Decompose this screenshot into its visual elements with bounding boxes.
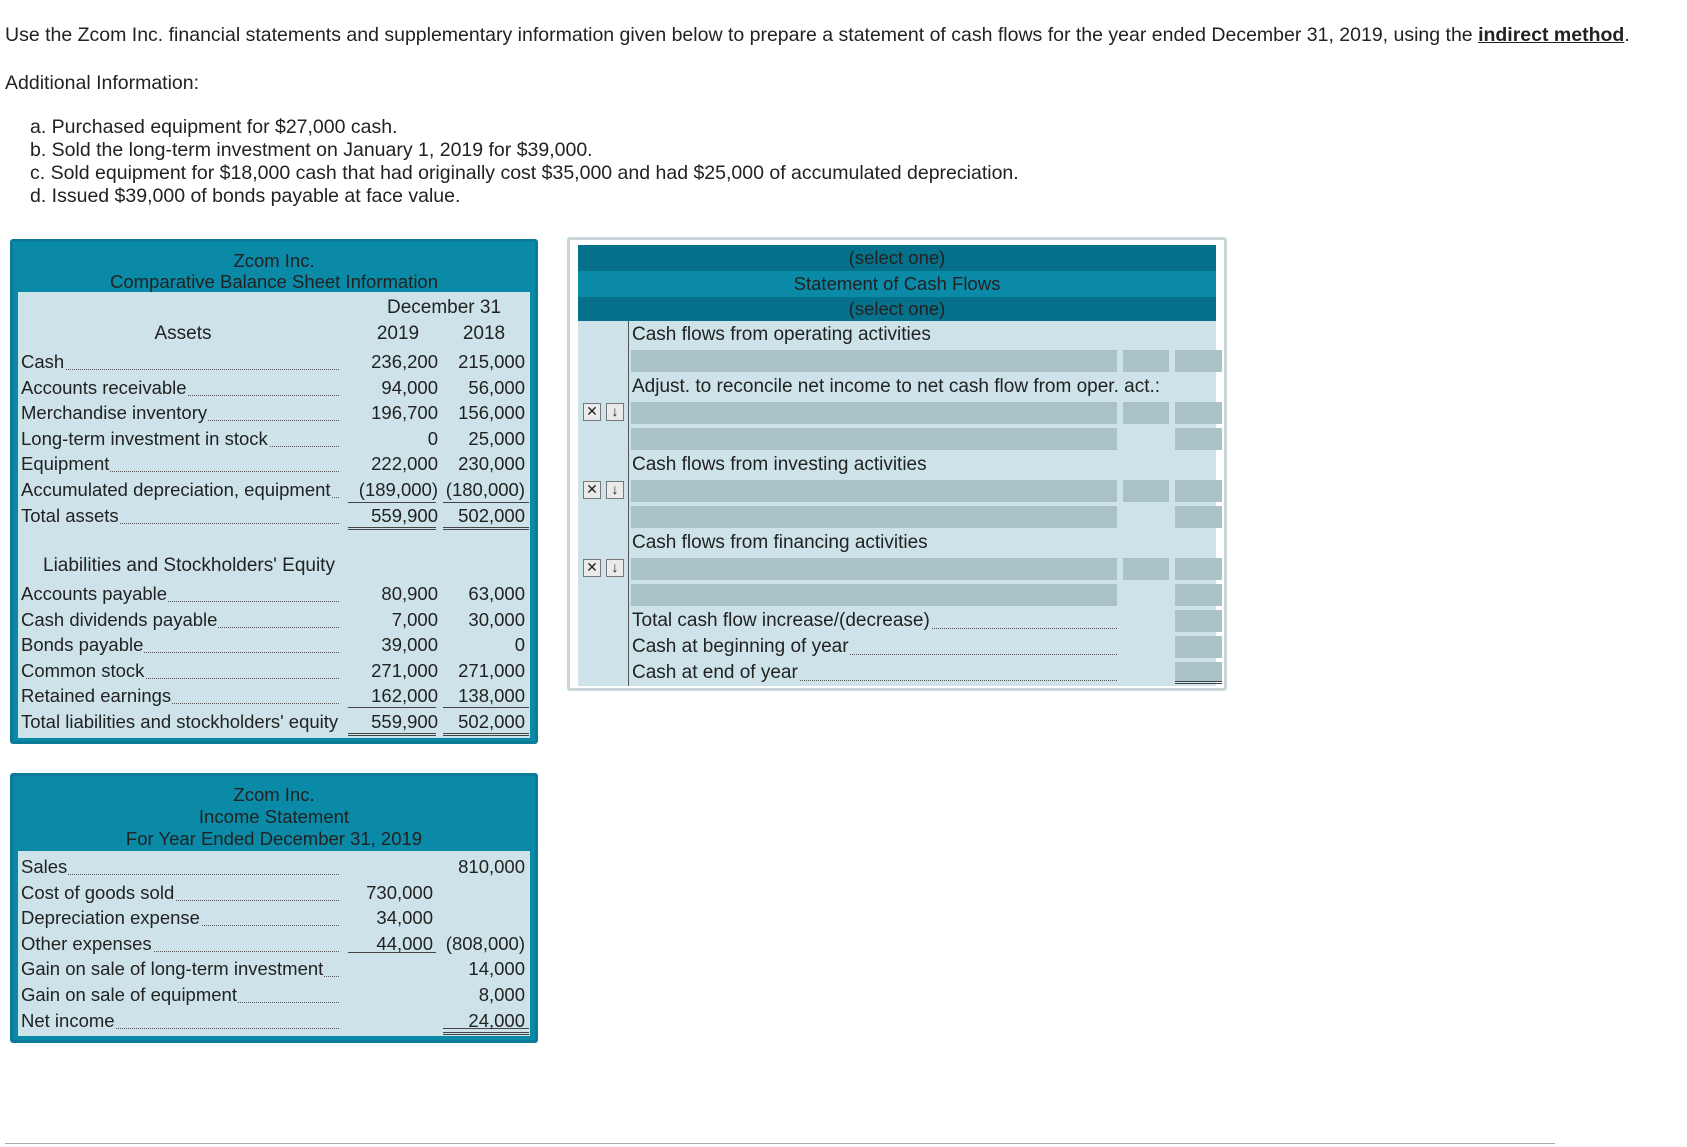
bs-liab-row-v2018: 30,000 [468, 608, 525, 630]
is-row [18, 905, 530, 931]
additional-item: b. Sold the long-term investment on January 1, 2019 for $39,000. [30, 139, 593, 161]
bs-liab-row-v2018: 0 [514, 634, 525, 656]
bs-liab-row-label: Cash dividends payable [21, 608, 218, 630]
bs-title: Comparative Balance Sheet Information [109, 271, 439, 292]
double-underline [443, 527, 529, 530]
is-row [18, 982, 530, 1008]
bs-asset-row-label: Total assets [21, 504, 119, 526]
delete-row-icon[interactable]: ✕ [583, 481, 601, 499]
bs-liab-row-label: Common stock [21, 659, 145, 681]
bs-col-2019: 2019 [376, 323, 420, 344]
is-row-c2: 8,000 [478, 984, 525, 1005]
is-row-c1: 730,000 [366, 881, 433, 903]
cf-adjust-label: Adjust. to reconcile net income to net cash flow from oper. act.: [632, 376, 1161, 397]
bs-liab-row-v2019: 39,000 [381, 634, 438, 656]
cf-input[interactable] [1175, 350, 1222, 372]
is-row [18, 931, 530, 957]
bs-liab-row-label: Total liabilities and stockholders' equity [21, 711, 339, 732]
bs-asset-row [18, 349, 530, 375]
cf-input[interactable] [631, 480, 1117, 502]
cf-total-label: Total cash flow increase/(decrease) [632, 610, 930, 631]
bs-liab-row-v2019: 559,900 [371, 711, 438, 732]
add-row-icon[interactable]: ↓ [606, 481, 624, 499]
bs-asset-row-v2018: 156,000 [458, 402, 525, 424]
cf-input[interactable] [631, 428, 1117, 450]
additional-item: a. Purchased equipment for $27,000 cash. [30, 116, 398, 138]
bs-col-2018: 2018 [462, 323, 506, 344]
cf-beginning-label: Cash at beginning of year [632, 636, 849, 657]
cf-financing-label: Cash flows from financing activities [632, 532, 928, 553]
double-underline [348, 733, 436, 736]
bs-asset-row-v2019: 196,700 [371, 402, 438, 424]
cf-input[interactable] [1175, 662, 1222, 682]
bottom-divider [5, 1143, 1555, 1144]
additional-item: c. Sold equipment for $18,000 cash that had originally cost $35,000 and had $25,000 of accumulated depreciation. [30, 162, 1019, 184]
bs-asset-row [18, 503, 530, 529]
add-row-icon[interactable]: ↓ [606, 559, 624, 577]
cf-input[interactable] [1175, 506, 1222, 528]
cf-input[interactable] [1175, 636, 1222, 658]
cash-flow-panel [567, 237, 1227, 691]
is-row-label: Net income [21, 1009, 115, 1031]
is-row-c2: 24,000 [468, 1009, 525, 1031]
is-row-label: Cost of goods sold [21, 881, 175, 903]
bs-liab-row-label: Accounts payable [21, 583, 168, 604]
cf-title [578, 271, 1216, 297]
cf-investing-label: Cash flows from investing activities [632, 454, 927, 475]
leader-dots [21, 369, 339, 370]
bs-liab-row-v2019: 271,000 [371, 659, 438, 681]
bs-liab-row-v2018: 271,000 [458, 659, 525, 681]
is-row-c2: 14,000 [468, 958, 525, 980]
cf-input[interactable] [1123, 402, 1169, 424]
cf-input[interactable] [1175, 584, 1222, 606]
delete-row-icon[interactable]: ✕ [583, 559, 601, 577]
cf-input[interactable] [631, 506, 1117, 528]
bs-asset-row-v2019: 559,900 [371, 504, 438, 526]
is-row-label: Other expenses [21, 932, 152, 954]
bs-liab-row-v2019: 7,000 [391, 608, 438, 630]
instructions-end: . [1624, 24, 1630, 46]
bs-company: Zcom Inc. [233, 250, 315, 271]
instructions [5, 24, 1630, 47]
bs-liab-row [18, 709, 530, 735]
bs-asset-row-v2018: 215,000 [458, 351, 525, 372]
is-row-label: Gain on sale of long-term investment [21, 958, 324, 980]
cf-input[interactable] [1175, 480, 1222, 502]
additional-item: d. Issued $39,000 of bonds payable at face value. [30, 185, 461, 207]
cf-input[interactable] [631, 558, 1117, 580]
bs-asset-row-v2019: (189,000) [358, 479, 438, 500]
bs-asset-row-v2019: 236,200 [371, 351, 438, 372]
is-row [18, 880, 530, 906]
is-row-c1: 44,000 [376, 932, 433, 954]
cf-input[interactable] [631, 584, 1117, 606]
bs-body [18, 292, 530, 738]
underline [443, 502, 529, 503]
underline [348, 952, 436, 953]
cf-double-underline [1175, 681, 1222, 684]
is-row-c1: 34,000 [376, 907, 433, 929]
bs-liab-row [18, 658, 530, 684]
bs-asset-row [18, 477, 530, 503]
cf-input[interactable] [1175, 610, 1222, 632]
bs-liab-row [18, 581, 530, 607]
cf-end-label: Cash at end of year [632, 662, 798, 683]
additional-info-heading: Additional Information: [5, 72, 200, 94]
bs-liab-heading: Liabilities and Stockholders' Equity [43, 555, 335, 576]
cf-title-text: Statement of Cash Flows [793, 273, 1001, 294]
is-row [18, 956, 530, 982]
bs-asset-row-v2019: 222,000 [371, 453, 438, 475]
underline [443, 1028, 529, 1029]
is-row-c2: (808,000) [445, 932, 525, 954]
cf-period-select[interactable] [578, 297, 1216, 321]
cf-input[interactable] [1123, 480, 1169, 502]
balance-sheet-panel [10, 239, 538, 744]
delete-row-icon[interactable]: ✕ [583, 403, 601, 421]
is-row-c2: 810,000 [458, 856, 525, 877]
bs-asset-row-label: Cash [21, 351, 65, 372]
bs-asset-row [18, 400, 530, 426]
is-body [18, 851, 530, 1036]
cf-company-select[interactable] [578, 245, 1216, 271]
bs-liab-row-v2019: 162,000 [371, 685, 438, 707]
is-row-label: Gain on sale of equipment [21, 984, 237, 1005]
is-row-label: Depreciation expense [21, 907, 200, 929]
bs-asset-row [18, 426, 530, 452]
is-title: Income Statement [198, 806, 350, 827]
cf-input[interactable] [1123, 558, 1169, 580]
cf-input[interactable] [631, 402, 1117, 424]
additional-info-list [30, 116, 1019, 208]
cf-separator [628, 321, 629, 686]
cf-operating-label: Cash flows from operating activities [632, 324, 931, 345]
bs-asset-row [18, 451, 530, 477]
underline [348, 707, 436, 708]
bs-liab-row [18, 607, 530, 633]
bs-asset-row-v2019: 0 [427, 427, 438, 449]
is-row-label: Sales [21, 856, 68, 877]
is-company: Zcom Inc. [233, 784, 315, 805]
cf-company-select-text: (select one) [848, 247, 946, 268]
cf-input[interactable] [1175, 558, 1222, 580]
bs-asset-row-v2018: 25,000 [468, 427, 525, 449]
bs-period: December 31 [386, 297, 502, 318]
bs-asset-row-label: Accounts receivable [21, 376, 187, 398]
underline [443, 707, 529, 708]
bs-asset-row-label: Accumulated depreciation, equipment [21, 479, 331, 500]
leader-dots [21, 874, 339, 875]
bs-liab-row-v2019: 80,900 [381, 583, 438, 604]
cf-input[interactable] [1123, 350, 1169, 372]
cf-input[interactable] [1175, 402, 1222, 424]
cf-input[interactable] [631, 350, 1117, 372]
bs-liab-row [18, 632, 530, 658]
is-row [18, 854, 530, 880]
bs-asset-row-v2018: 56,000 [468, 376, 525, 398]
double-underline [443, 1032, 529, 1035]
add-row-icon[interactable]: ↓ [606, 403, 624, 421]
cf-period-select-text: (select one) [848, 298, 946, 319]
income-statement-panel [10, 773, 538, 1043]
bs-asset-row-v2018: (180,000) [445, 479, 525, 500]
is-row [18, 1008, 530, 1034]
bs-asset-row-label: Equipment [21, 453, 110, 475]
bs-liab-row-label: Retained earnings [21, 685, 172, 707]
cf-input[interactable] [1175, 428, 1222, 450]
bs-liab-row-v2018: 502,000 [458, 711, 525, 732]
double-underline [443, 733, 529, 736]
double-underline [348, 527, 436, 530]
bs-asset-row-v2018: 230,000 [458, 453, 525, 475]
bs-asset-row-v2019: 94,000 [381, 376, 438, 398]
underline [348, 502, 436, 503]
bs-liab-row [18, 683, 530, 709]
bs-liab-row-v2018: 138,000 [458, 685, 525, 707]
bs-asset-row [18, 375, 530, 401]
bs-liab-row-label: Bonds payable [21, 634, 144, 656]
bs-asset-row-v2018: 502,000 [458, 504, 525, 526]
cf-body [578, 321, 1216, 686]
instructions-text: Use the Zcom Inc. financial statements and supplementary information given below to prepare a statement of cash flows for the year ended December 31, 2019, using the [5, 24, 1479, 46]
bs-asset-row-label: Long-term investment in stock [21, 427, 268, 449]
bs-liab-row-v2018: 63,000 [468, 583, 525, 604]
bs-assets-heading: Assets [154, 323, 212, 344]
bs-asset-row-label: Merchandise inventory [21, 402, 208, 424]
indirect-method-link[interactable]: indirect method [1478, 24, 1625, 46]
is-period: For Year Ended December 31, 2019 [125, 828, 423, 849]
